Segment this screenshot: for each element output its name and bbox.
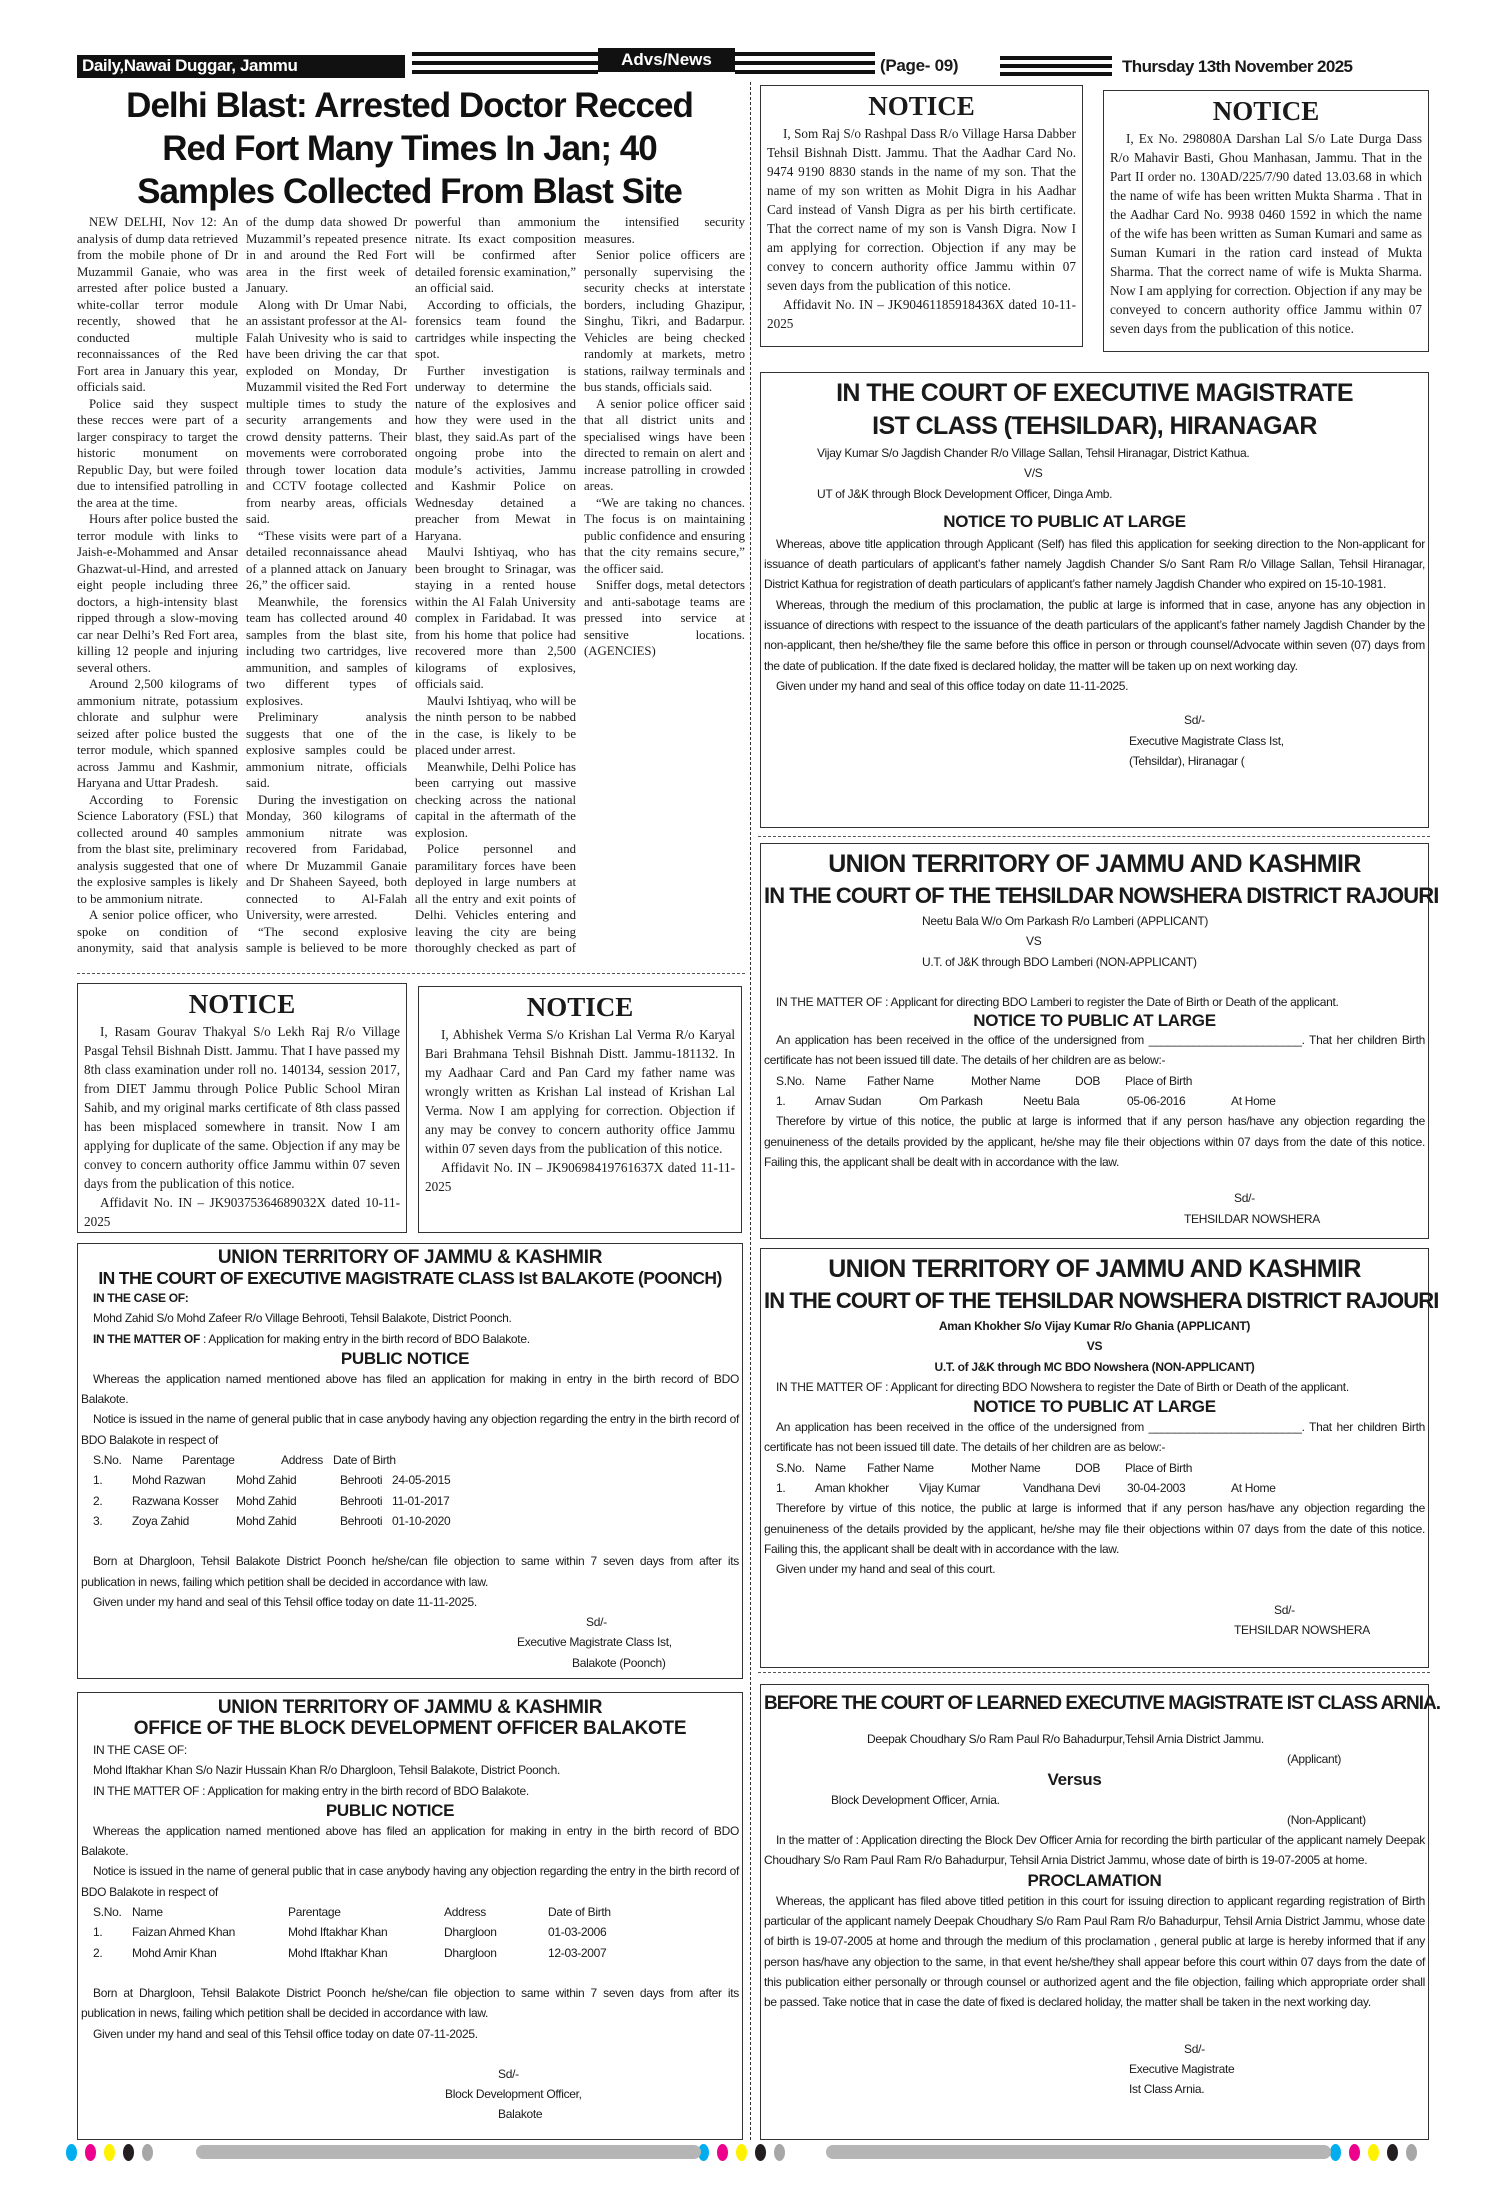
col-header: Place of Birth bbox=[1125, 1073, 1193, 1088]
cell: Mohd Zahid bbox=[236, 1493, 297, 1508]
notice-affidavit: Affidavit No. IN – JK90698419761637X dated 11-11-2025 bbox=[425, 1160, 735, 1194]
applicant: Deepak Choudhary S/o Ram Paul R/o Bahadurpur,Tehsil Arnia District Jammu. bbox=[867, 1732, 1264, 1746]
respondent: U.T. of J&K through MC BDO Nowshera (NON-APPLICANT) bbox=[934, 1359, 1255, 1374]
article-paragraph: A senior police officer said that all district units and specialised wings have been directed to remain on alert and increase patrolling in crowded areas. bbox=[584, 396, 745, 493]
col-header: Address bbox=[281, 1453, 323, 1468]
signatory: TEHSILDAR NOWSHERA bbox=[1234, 1622, 1370, 1637]
court-notice-balakote-poonch bbox=[77, 1243, 743, 1679]
headline-line: Samples Collected From Blast Site bbox=[137, 172, 682, 211]
registration-bar bbox=[826, 2145, 1331, 2159]
notice-rasam-gourav bbox=[77, 983, 407, 1233]
article-paragraph: Around 2,500 kilograms of ammonium nitrate, potassium chlorate and sulphur were seized after police busted the terror module, which spanned across Jammu and Kashmir, Haryana and Uttar Pradesh. bbox=[77, 677, 238, 790]
registration-dot-magenta bbox=[85, 2144, 96, 2161]
cell: 01-10-2020 bbox=[392, 1513, 451, 1528]
col-header: Name bbox=[815, 1460, 846, 1475]
col-header: S.No. bbox=[776, 1460, 805, 1475]
paragraph: Born at Dhargloon, Tehsil Balakote District Poonch he/she/can file objection to same within 7 seven days from after its publication in news, failing which petition shall be decided in accordance with law. bbox=[81, 1985, 739, 2021]
matter: : Application for making entry in the birth record of BDO Balakote. bbox=[199, 1331, 530, 1346]
paragraph: Whereas, through the medium of this proclamation, the public at large is informed that in case, anyone has any objection in issuance of directions with respect to the issuance of the death particulars of the applicant’s father namely Jagdish Chander by the non-applicant, then he/she/they file the same before this office in person or through counsel/Advocate within seven (07) days from the date of publication. If the date fixed is declared holiday, the matter will be taken up on next working day. bbox=[764, 597, 1425, 673]
registration-dot-magenta bbox=[1349, 2144, 1360, 2161]
applicant-tag: (Applicant) bbox=[1287, 1752, 1342, 1767]
notice-heading: OFFICE OF THE BLOCK DEVELOPMENT OFFICER BALAKOTE bbox=[133, 1718, 687, 1739]
col-header: S.No. bbox=[93, 1453, 122, 1468]
page-number: (Page- 09) bbox=[880, 56, 959, 75]
cell: 24-05-2015 bbox=[392, 1473, 451, 1488]
cell: Faizan Ahmed Khan bbox=[132, 1925, 235, 1940]
versus: VS bbox=[1026, 934, 1042, 949]
notice-subheading: NOTICE TO PUBLIC AT LARGE bbox=[973, 1011, 1216, 1031]
col-header: Mother Name bbox=[971, 1460, 1041, 1475]
notice-subheading: PUBLIC NOTICE bbox=[325, 1800, 455, 1820]
signature-sd: Sd/- bbox=[1274, 1602, 1295, 1617]
cell: Neetu Bala bbox=[1023, 1094, 1080, 1109]
cell: 1. bbox=[93, 1473, 103, 1488]
respondent: U.T. of J&K through BDO Lamberi (NON-APPLICANT) bbox=[922, 954, 1197, 969]
notice-subheading: NOTICE TO PUBLIC AT LARGE bbox=[943, 511, 1186, 531]
article-paragraph: According to Forensic Science Laboratory (FSL) that collected around 40 samples from the blast site, preliminary analysis suggested that one of the explosive samples is likely to be ammonium nitrate. bbox=[77, 792, 238, 906]
col-header: Parentage bbox=[182, 1453, 235, 1468]
paragraph: An application has been received in the office of the undersigned from ________________________. That her children Birth certificate has not been issued till date. The details of her children are as below:- bbox=[764, 1420, 1425, 1455]
notice-som-raj bbox=[760, 85, 1083, 347]
paragraph: Therefore by virtue of this notice, the public at large is informed that if any person has/have any objection regarding the genuineness of the details provided by the applicant, he/she may file their objections within 07 days from the date of this notice. Failing this, the applicant shall be dealt with in accordance with the law. bbox=[764, 1114, 1425, 1169]
case-label: IN THE CASE OF: bbox=[93, 1291, 189, 1305]
paragraph: Notice is issued in the name of general public that in case anybody having any objection regarding the entry in the birth record of BDO Balakote in respect of bbox=[81, 1864, 739, 1899]
notice-abhishek-verma bbox=[418, 986, 742, 1233]
notice-heading: IN THE COURT OF THE TEHSILDAR NOWSHERA DISTRICT RAJOURI bbox=[764, 883, 1439, 908]
table-row bbox=[764, 1091, 1425, 1111]
paragraph: An application has been received in the office of the undersigned from ________________________. That her children Birth certificate has not been issued till date. The details of her children are as below:- bbox=[764, 1033, 1425, 1068]
cell: 11-01-2017 bbox=[392, 1493, 450, 1508]
article-paragraph: Police said they suspect these recces were part of a larger conspiracy to target the historic monument on Republic Day, but were foiled due to intensified patrolling in the area at the time. bbox=[77, 396, 238, 510]
header-rule bbox=[735, 70, 875, 74]
table-header bbox=[81, 1902, 739, 1922]
section-label: Advs/News bbox=[598, 48, 735, 72]
article-paragraph: According to officials, the forensics team found the cartridges while inspecting the spot. bbox=[415, 297, 576, 361]
versus: VS bbox=[1086, 1339, 1103, 1354]
respondent: UT of J&K through Block Development Officer, Dinga Amb. bbox=[817, 486, 1113, 501]
header-rule bbox=[735, 61, 875, 65]
signatory: Executive Magistrate Class Ist, bbox=[1129, 733, 1284, 748]
registration-dot-cyan bbox=[66, 2144, 77, 2161]
court-notice-nowshera-neetu-bala bbox=[760, 843, 1439, 1239]
notice-heading: IN THE COURT OF THE TEHSILDAR NOWSHERA DISTRICT RAJOURI bbox=[764, 1288, 1439, 1313]
masthead: Daily,Nawai Duggar, Jammu bbox=[77, 55, 405, 78]
notice-darshan-lal bbox=[1103, 90, 1429, 352]
table-row bbox=[81, 1511, 739, 1531]
applicant: Neetu Bala W/o Om Parkash R/o Lamberi (APPLICANT) bbox=[922, 914, 1209, 928]
article-paragraph: Along with Dr Umar Nabi, an assistant professor at the Al-Falah Univesity who is said to have been driving the car that exploded on Monday, Dr Muzammil visited the Red Fort multiple times to study the security arrangements and crowd density patterns. Their movements were corroborated through tower location data and CCTV footage collected from nearby areas, officials said. bbox=[246, 297, 407, 526]
paragraph: Therefore by virtue of this notice, the public at large is informed that if any person has/have any objection regarding the genuineness of the details provided by the applicant, he/she may file their objections within 07 days from the date of this notice. Failing this, the applicant shall be dealt with in accordance with the law. bbox=[764, 1501, 1425, 1556]
notice-heading: UNION TERRITORY OF JAMMU AND KASHMIR bbox=[828, 1255, 1361, 1283]
table-header bbox=[81, 1450, 739, 1470]
cell: 30-04-2003 bbox=[1127, 1481, 1186, 1496]
paragraph: Whereas the application named mentioned above has filed an application for making in entry in the birth record of BDO Balakote. bbox=[81, 1371, 739, 1407]
cell: Zoya Zahid bbox=[132, 1513, 190, 1528]
cell: 1. bbox=[776, 1094, 786, 1109]
signature-sd: Sd/- bbox=[1234, 1191, 1255, 1206]
article-headline bbox=[77, 84, 742, 213]
registration-dot-yellow bbox=[736, 2144, 747, 2161]
notice-affidavit: Affidavit No. IN – JK90461185918436X dated 10-11-2025 bbox=[767, 297, 1076, 331]
cell: Mohd Zahid bbox=[236, 1473, 297, 1488]
signatory: Executive Magistrate Class Ist, bbox=[517, 1635, 672, 1650]
matter: IN THE MATTER OF : Applicant for directing BDO Nowshera to register the Date of Birth or Death of the applicant. bbox=[776, 1379, 1349, 1394]
article-paragraph: During the investigation on Monday, 360 kilograms of ammonium nitrate was recovered from Faridabad, where Dr Muzammil Ganaie and Dr Shaheen Sayeed, both connected to Al-Falah University, were arrested. bbox=[246, 792, 407, 922]
registration-dot-yellow bbox=[1368, 2144, 1379, 2161]
col-header: Name bbox=[132, 1905, 163, 1920]
cell: Arnav Sudan bbox=[815, 1094, 882, 1109]
paragraph: Born at Dhargloon, Tehsil Balakote District Poonch he/she/can file objection to same within 7 seven days from after its publication in news, failing which petition shall be decided in accordance with law. bbox=[81, 1554, 739, 1589]
col-header: Place of Birth bbox=[1125, 1460, 1193, 1475]
signatory: (Tehsildar), Hiranagar ( bbox=[1129, 753, 1245, 768]
matter: IN THE MATTER OF : Applicant for directing BDO Lamberi to register the Date of Birth or Death of the applicant. bbox=[776, 994, 1339, 1009]
signature-sd: Sd/- bbox=[498, 2066, 519, 2081]
signatory: Balakote bbox=[498, 2107, 543, 2122]
registration-dot-gray bbox=[1406, 2144, 1417, 2161]
table-row bbox=[81, 1922, 739, 1942]
respondent-tag: (Non-Applicant) bbox=[1287, 1812, 1366, 1827]
paragraph: Given under my hand and seal of this Tehsil office today on date 07-11-2025. bbox=[93, 2026, 478, 2041]
registration-dot-gray bbox=[142, 2144, 153, 2161]
signatory: Block Development Officer, bbox=[445, 2087, 582, 2102]
notice-title: NOTICE bbox=[868, 91, 975, 121]
cell: Razwana Kosser bbox=[132, 1493, 219, 1508]
col-header: Name bbox=[815, 1073, 846, 1088]
cell: 1. bbox=[93, 1925, 103, 1940]
cell: Vandhana Devi bbox=[1023, 1481, 1101, 1496]
cell: Om Parkash bbox=[919, 1094, 983, 1109]
cell: Mohd Iftakhar Khan bbox=[288, 1925, 388, 1940]
header-rule bbox=[735, 52, 875, 56]
col-header: DOB bbox=[1075, 1073, 1101, 1088]
cell: 3. bbox=[93, 1513, 103, 1528]
article-paragraph: Maulvi Ishtiyaq, who will be the ninth person to be nabbed in the case, is likely to be placed under arrest. bbox=[415, 693, 576, 757]
cell: Vijay Kumar bbox=[919, 1481, 981, 1496]
paragraph: Given under my hand and seal of this court. bbox=[776, 1562, 996, 1577]
cell: 2. bbox=[93, 1945, 103, 1960]
court-notice-nowshera-aman-khokher bbox=[760, 1248, 1439, 1668]
case-label: IN THE CASE OF: bbox=[93, 1743, 187, 1757]
article-paragraph: Hours after police busted the terror module with links to Jaish-e-Mohammed and Ansar Ghazwat-ul-Hind, and arrested eight people including three doctors, a high-intensity blast ripped through a slow-moving car near Delhi’s Red Fort area, killing 12 people and injuring several others. bbox=[77, 512, 238, 675]
court-notice-arnia bbox=[760, 1684, 1441, 2140]
col-header: S.No. bbox=[93, 1905, 122, 1920]
article-paragraph: “The second explosive sample is believed to be more powerful than ammonium nitrate. Its exact composition will be confirmed after detailed forensic examination,” an official said. bbox=[246, 215, 576, 955]
notice-body: I, Abhishek Verma S/o Krishan Lal Verma R/o Karyal Bari Brahmana Tehsil Bishnah Distt. Jammu-181132. In my Aadhaar Card and Pan Card my father name was wrongly written as Krishan Lal instead of Krishan Lal Verma. Now I am applying for correction. Objection if any may be convey to concern authority office Jammu within 07 seven days from the publication of this notice. bbox=[425, 1027, 735, 1156]
col-header: Date of Birth bbox=[548, 1905, 611, 1920]
article-paragraph: Sniffer dogs, metal detectors and anti-sabotage teams are pressed into service at sensitive locations. (AGENCIES) bbox=[584, 578, 745, 658]
header-rule bbox=[1000, 72, 1112, 76]
header-rule bbox=[412, 61, 598, 65]
section-divider bbox=[758, 1672, 1430, 1673]
article-paragraph: A senior police officer, who spoke on condition of anonymity, said that analysis of the dump data showed Dr Muzammil’s repeated presence in and around the Red Fort area in the first week of January. bbox=[77, 215, 407, 955]
paragraph: Whereas, the applicant has filed above titled petition in this court for issuing direction to applicant regarding registration of Birth particular of the applicant namely Deepak Choudhary S/o Ram Paul Ram R/o Bahadurpur, Tehsil Arnia District Jammu, whose date of birth is 19-07-2005 at home and through the medium of this proclamation , general public at large is hereby informed that if any person has/have any objection to the same, in that event he/she/they shall appear before this court within 07 days from the date of this publication either personally or through counsel or authorized agent and the file objection, failing which appropriate order shall be passed. Take notice that in case the date of fixed is declared holiday, the matter shall be taken in the next working day. bbox=[764, 1893, 1425, 2010]
applicant: Aman Khokher S/o Vijay Kumar R/o Ghania (APPLICANT) bbox=[938, 1319, 1251, 1333]
col-header: Father Name bbox=[867, 1460, 934, 1475]
headline-line: Delhi Blast: Arrested Doctor Recced bbox=[126, 86, 693, 125]
case-party: Mohd Zahid S/o Mohd Zafeer R/o Village Behrooti, Tehsil Balakote, District Poonch. bbox=[93, 1311, 512, 1326]
applicant: Vijay Kumar S/o Jagdish Chander R/o Village Sallan, Tehsil Hiranagar, District Kathua. bbox=[817, 446, 1250, 460]
article-paragraph: Senior police officers are personally supervising the security checks at interstate borders, including Ghazipur, Singhu, Tikri, and Badarpur. Vehicles are being checked randomly at markets, metro stations, railway terminals and bus stands, officials said. bbox=[584, 248, 745, 394]
cell: 12-03-2007 bbox=[548, 1945, 607, 1960]
paragraph: Whereas, above title application through Applicant (Self) has filed this application for seeking direction to the Non-applicant for issuance of death particulars of applicant’s father namely Jagdish Chander S/o Sant Ram R/o Village Sallan, Tehsil Hiranagar, District Kathua for registration of death particulars of applicant’s father namely Jagdish Chander who expired on 15-10-1981. bbox=[764, 536, 1425, 592]
cell: Behrooti bbox=[340, 1493, 383, 1508]
table-row bbox=[81, 1491, 739, 1511]
notice-subheading: NOTICE TO PUBLIC AT LARGE bbox=[973, 1397, 1216, 1417]
cell: At Home bbox=[1231, 1094, 1276, 1109]
registration-dot-yellow bbox=[104, 2144, 115, 2161]
signatory: Ist Class Arnia. bbox=[1129, 2082, 1205, 2097]
respondent: Block Development Officer, Arnia. bbox=[831, 1792, 1000, 1807]
col-header: Mother Name bbox=[971, 1073, 1041, 1088]
signature-sd: Sd/- bbox=[586, 1615, 607, 1630]
notice-subheading: PUBLIC NOTICE bbox=[340, 1348, 470, 1368]
header-rule bbox=[412, 52, 598, 56]
notice-title: NOTICE bbox=[188, 989, 296, 1019]
headline-line: Red Fort Many Times In Jan; 40 bbox=[162, 129, 657, 168]
article-paragraph: Meanwhile, the forensics team has collected around 40 samples from the blast site, including two cartridges, live ammunition, and samples of two different types of explosives. bbox=[246, 594, 407, 708]
col-header: Name bbox=[132, 1453, 163, 1468]
article-paragraph: NEW DELHI, Nov 12: An analysis of dump data retrieved from the mobile phone of Dr Muzammil Ganaie, who was arrested after police busted a white-collar terror module recently, showed that he conducted multiple reconnaissances of the Red Fort area in January this year, officials said. bbox=[77, 215, 238, 394]
signatory: Balakote (Poonch) bbox=[572, 1655, 666, 1670]
notice-body: I, Som Raj S/o Rashpal Dass R/o Village Harsa Dabber Tehsil Bishnah Distt. Jammu. That the Aadhar Card No. 9474 9190 8830 stands in the name of my son. That the name of my son written as Mohit Digra in his Aadhar Card instead of Vansh Digra as per his birth certificate. That the correct name of my son is Vansh Digra. Now I am applying for correction. Objection if any may be convey to concern authority office Jammu within 07 seven days from the publication of this notice. bbox=[767, 126, 1076, 293]
cell: At Home bbox=[1231, 1481, 1276, 1496]
versus: V/S bbox=[1024, 466, 1043, 481]
cell: Behrooti bbox=[340, 1473, 383, 1488]
col-header: Father Name bbox=[867, 1073, 934, 1088]
cell: 05-06-2016 bbox=[1127, 1094, 1186, 1109]
article-paragraph: Police personnel and paramilitary forces have been deployed in large numbers at all the entry and exit points of Delhi. Vehicles entering and leaving the city are being thoroughly checked as part of the intensified security measures. bbox=[415, 215, 745, 955]
registration-dot-cyan bbox=[1330, 2144, 1341, 2161]
cell: 01-03-2006 bbox=[548, 1925, 607, 1940]
notice-subheading: PROCLAMATION bbox=[1027, 1870, 1162, 1890]
column-divider bbox=[750, 82, 751, 2140]
cell: Aman khokher bbox=[815, 1481, 889, 1496]
notice-heading: IST CLASS (TEHSILDAR), HIRANAGAR bbox=[872, 412, 1317, 440]
article-paragraph: Meanwhile, Delhi Police has been carrying out massive checking across the national capital in the aftermath of the explosion. bbox=[415, 759, 576, 840]
article-paragraph: “We are taking no chances. The focus is on maintaining public confidence and ensuring that the city remains secure,” the officer said. bbox=[584, 495, 745, 576]
cell: 1. bbox=[776, 1481, 786, 1496]
signature-sd: Sd/- bbox=[1184, 2041, 1205, 2056]
table-header bbox=[764, 1071, 1425, 1091]
paragraph: Whereas the application named mentioned above has filed an application for making in entry in the birth record of BDO Balakote. bbox=[81, 1823, 739, 1859]
col-header: Address bbox=[444, 1905, 486, 1920]
article-body bbox=[77, 214, 745, 970]
cell: Dhargloon bbox=[444, 1925, 497, 1940]
paragraph: Given under my hand and seal of this office today on date 11-11-2025. bbox=[776, 678, 1129, 693]
notice-heading: IN THE COURT OF EXECUTIVE MAGISTRATE CLASS Ist BALAKOTE (POONCH) bbox=[98, 1268, 722, 1288]
notice-heading: UNION TERRITORY OF JAMMU & KASHMIR bbox=[217, 1697, 603, 1718]
notice-body: I, Ex No. 298080A Darshan Lal S/o Late Durga Dass R/o Mahavir Basti, Ghou Manhasan, Jammu. That in the Part II order no. 130AD/225/7/90 dated 13.03.68 in which the name of wife has been written Mukta Sharma . That in the Aadhar Card No. 9938 0460 1592 in which the name of the wife has been written as Suman Kumari and same as Suman Kumari in the ration card instead of Mukta Sharma. That the correct name of wife is Mukta Sharma. Now I am applying for correction. Objection if any may be conveyed to concern authority office Jammu within 07 seven days from the publication of this notice. bbox=[1110, 131, 1422, 336]
notice-heading: UNION TERRITORY OF JAMMU & KASHMIR bbox=[217, 1247, 603, 1268]
table-row bbox=[764, 1478, 1425, 1498]
notice-heading: IN THE COURT OF EXECUTIVE MAGISTRATE bbox=[836, 379, 1353, 407]
matter: In the matter of : Application directing the Block Dev Officer Arnia for recording the birth particular of the applicant namely Deepak Choudhary S/o Ram Paul Ram R/o Bahadurpur, Tehsil Arnia District Jammu, whose date of birth is 19-07-2005 at home. bbox=[764, 1833, 1425, 1868]
col-header: DOB bbox=[1075, 1460, 1101, 1475]
notice-heading: BEFORE THE COURT OF LEARNED EXECUTIVE MAGISTRATE IST CLASS ARNIA. bbox=[764, 1693, 1441, 1714]
signatory: Executive Magistrate bbox=[1129, 2061, 1235, 2076]
registration-dot-magenta bbox=[717, 2144, 728, 2161]
court-notice-hiranagar bbox=[760, 372, 1429, 828]
paragraph: Given under my hand and seal of this Tehsil office today on date 11-11-2025. bbox=[93, 1594, 477, 1609]
cell: Mohd Iftakhar Khan bbox=[288, 1945, 388, 1960]
cell: Mohd Zahid bbox=[236, 1513, 297, 1528]
section-divider bbox=[77, 973, 745, 974]
issue-date: Thursday 13th November 2025 bbox=[1122, 57, 1353, 76]
registration-bar bbox=[196, 2145, 701, 2159]
registration-dot-black bbox=[755, 2144, 766, 2161]
section-divider bbox=[758, 836, 1430, 837]
matter: IN THE MATTER OF : Application for making entry in the birth record of BDO Balakote. bbox=[93, 1783, 529, 1798]
table-row bbox=[81, 1943, 739, 1963]
article-paragraph: Further investigation is underway to determine the nature of the explosives and how they were used in the blast, they said.As part of the ongoing probe into the module’s activities, Jammu and Kashmir Police on Wednesday detained a preacher from Mewat in Haryana. bbox=[415, 363, 576, 543]
cell: Behrooti bbox=[340, 1513, 383, 1528]
header-rule bbox=[1000, 56, 1112, 60]
registration-dot-gray bbox=[774, 2144, 785, 2161]
article-paragraph: “These visits were part of a detailed reconnaissance ahead of a planned attack on January 26,” the officer said. bbox=[246, 528, 407, 592]
col-header: Date of Birth bbox=[333, 1453, 396, 1468]
signatory: TEHSILDAR NOWSHERA bbox=[1184, 1211, 1320, 1226]
cell: Mohd Razwan bbox=[132, 1473, 206, 1488]
cell: Mohd Amir Khan bbox=[132, 1945, 217, 1960]
matter-label: IN THE MATTER OF bbox=[93, 1331, 200, 1346]
case-party: Mohd Iftakhar Khan S/o Nazir Hussain Khan R/o Dhargloon, Tehsil Balakote, District Poonch. bbox=[93, 1763, 561, 1778]
article-paragraph: Maulvi Ishtiyaq, who has been brought to Srinagar, was staying in a rented house within the Al Falah University complex in Faridabad. It was from his home that police had recovered more than 2,500 kilograms of explosives, officials said. bbox=[415, 545, 576, 691]
col-header: S.No. bbox=[776, 1073, 805, 1088]
registration-dot-black bbox=[123, 2144, 134, 2161]
notice-body: I, Rasam Gourav Thakyal S/o Lekh Raj R/o Village Pasgal Tehsil Bishnah Distt. Jammu. That I have passed my 8th class examination under roll no. 140134, session 2017, from DIET Jammu through Police Public School Miran Sahib, and my original marks certificate of 8th class passed has been misplaced somewhere in transit. Now I am applying for duplicate of the same. Objection if any may be convey to concern authority office Jammu within 07 seven days from the publication of this notice. bbox=[84, 1024, 400, 1191]
versus: Versus bbox=[1047, 1769, 1102, 1789]
table-header bbox=[764, 1458, 1425, 1478]
registration-dot-black bbox=[1387, 2144, 1398, 2161]
cell: Dhargloon bbox=[444, 1945, 497, 1960]
table-row bbox=[81, 1470, 739, 1490]
notice-title: NOTICE bbox=[1212, 96, 1320, 126]
signature-sd: Sd/- bbox=[1184, 713, 1205, 728]
col-header: Parentage bbox=[288, 1905, 341, 1920]
article-paragraph: Preliminary analysis suggests that one of the explosive samples could be ammonium nitrate, officials said. bbox=[246, 710, 407, 790]
bdo-notice-balakote bbox=[77, 1692, 743, 2140]
notice-affidavit: Affidavit No. IN – JK90375364689032X dated 10-11-2025 bbox=[84, 1195, 400, 1229]
notice-heading: UNION TERRITORY OF JAMMU AND KASHMIR bbox=[828, 850, 1361, 878]
header-rule bbox=[1000, 64, 1112, 68]
notice-title: NOTICE bbox=[526, 992, 634, 1022]
cell: 2. bbox=[93, 1493, 103, 1508]
header-rule bbox=[412, 70, 598, 74]
paragraph: Notice is issued in the name of general public that in case anybody having any objection regarding the entry in the birth record of BDO Balakote in respect of bbox=[81, 1412, 739, 1447]
